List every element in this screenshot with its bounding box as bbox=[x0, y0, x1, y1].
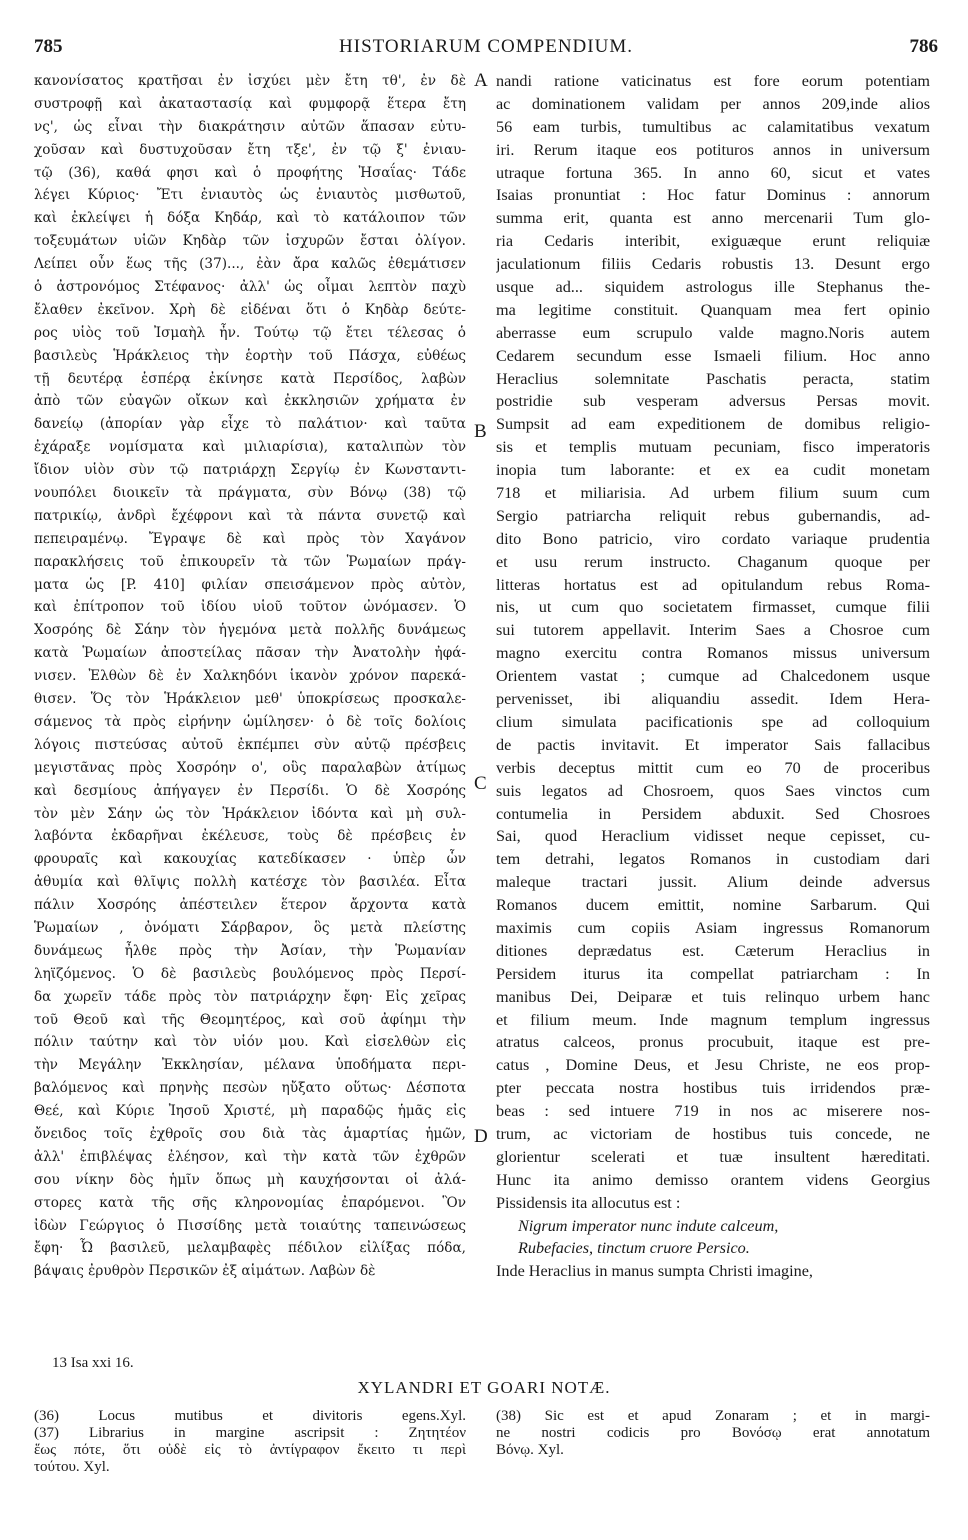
latin-text-line: ria Cedaris interibit, exiguæque erunt reliquiæ bbox=[496, 232, 930, 251]
latin-text-line: ditiones deprædatus est. Cæterum Heraclius in bbox=[496, 941, 930, 960]
greek-text-line: νισεν. Ἐλθὼν δὲ ἐν Χαλκηδόνι ἱκανὸν χρόνον παρεκά- bbox=[34, 668, 466, 685]
latin-text-line: sis et templis mutuam pecuniam, fisco imperatoris bbox=[496, 438, 930, 457]
note-line: τούτου. Xyl. bbox=[34, 1459, 110, 1475]
latin-text-line: Hunc ita animo demisso orantem videns Georgius bbox=[496, 1170, 930, 1189]
latin-text-line: Sai, quod Heraclium vidisset neque cepisset, cu- bbox=[496, 827, 930, 846]
latin-text-line: de pactis invitavit. Et imperator Sais fallacibus bbox=[496, 735, 930, 754]
latin-text-line: Inde Heraclius in manus sumpta Christi imagine, bbox=[496, 1262, 813, 1281]
greek-text-line: χοῦσαν καὶ δυστυχοῦσαν ἔτη τξε', ἐν τῷ ξ' ἐνιαυ- bbox=[34, 141, 466, 158]
greek-text-line: νς', ὡς εἶναι τὴν διακράτησιν αὐτῶν ἅπασαν εὐτυ- bbox=[34, 118, 466, 135]
latin-text-line: Heraclius solemnitate Paschatis peracta, statim bbox=[496, 369, 930, 388]
latin-text-line: manibus Dei, Deiparæ et tuis relinquo urbem hanc bbox=[496, 987, 930, 1006]
latin-text-line: nis, ut cum quo societatem firmasset, cumque filii bbox=[496, 598, 930, 617]
latin-text-line: Sumpsit ad eam expeditionem de domibus religio- bbox=[496, 415, 930, 434]
greek-text-line: νουπόλει διοικεῖν τὰ πράγματα, σὺν Βόνῳ (38) τῷ bbox=[34, 485, 466, 502]
latin-text-line: trum, ac victoriam de hostibus tuis concede, ne bbox=[496, 1124, 930, 1143]
latin-text-line: magno exercitu contra Romanos missus universum bbox=[496, 644, 930, 663]
greek-text-line: τοξευμάτων υἱῶν Κηδὰρ τῶν ἰσχυρῶν ἔσται ὀλίγον. bbox=[34, 233, 466, 250]
latin-text-line: iri. Rerum itaque eos potituros annos in universum bbox=[496, 140, 930, 159]
note-line: (36) Locus mutibus et divitoris egens.Xyl. bbox=[34, 1408, 466, 1424]
greek-text-line: τοῦ Θεοῦ καὶ τῆς Θεομητέρος, καὶ σοῦ ἀφίημι τὴν bbox=[34, 1011, 466, 1028]
latin-text-line: maleque tractari jussit. Alium deinde adversus bbox=[496, 873, 930, 892]
latin-text-line: pervenisset, ibi aliquandiu assedit. Idem Hera- bbox=[496, 690, 930, 709]
latin-text-line: jaculationum filiis Cedaris robustis 13. Desunt ergo bbox=[496, 255, 930, 274]
notes-right-column bbox=[496, 1408, 930, 1459]
latin-text-line: 718 et miliarisia. Ad urbem filium suum cum bbox=[496, 484, 930, 503]
greek-text-line: Ῥωμαίων , ὀνόματι Σάρβαρον, ὃς μετὰ πλείστης bbox=[34, 919, 466, 936]
latin-text-line: Nigrum imperator nunc indute calceum, bbox=[518, 1216, 779, 1235]
latin-text-line: Cedarem secundum esse Ismaeli filium. Hoc anno bbox=[496, 346, 930, 365]
section-marker-d: D bbox=[474, 1126, 488, 1147]
latin-text-line: contumelia in Persidem abduxit. Sed Chosroes bbox=[496, 804, 930, 823]
latin-text-line: Sergio patriarcha reliquit rebus gubernandis, ad- bbox=[496, 506, 930, 525]
running-title: HISTORIARUM COMPENDIUM. bbox=[339, 36, 633, 57]
greek-text-line: πεπειραμένῳ. Ἔγραψε δὲ καὶ πρὸς τὸν Χαγάνον bbox=[34, 530, 466, 547]
footnote: 13 Isa xxi 16. bbox=[52, 1355, 134, 1371]
greek-text-line: ἀλλ' ἐπιβλέψας ἐλέησον, καὶ τὴν κατὰ τῶν ἐχθρῶν bbox=[34, 1148, 466, 1165]
greek-text-line: βαλόμενος καὶ πρηνὴς πεσὼν ηὔξατο οὕτως· Δέσποτα bbox=[34, 1080, 466, 1097]
latin-text-line: 56 eam turbis, tumultibus ac calamitatibus vexatum bbox=[496, 117, 930, 136]
latin-text-line: usque ad... siquidem astrologus ille Stephanus the- bbox=[496, 278, 930, 297]
latin-text-line: Pissidensis ita allocutus est : bbox=[496, 1193, 681, 1212]
greek-text-line: σάμενος τὰ πρὸς εἰρήνην ὡμίλησεν· ὁ δὲ τοῖς δολίοις bbox=[34, 713, 466, 730]
latin-text-line: inopia tum laborante: et ex ea cudit monetam bbox=[496, 461, 930, 480]
greek-text-line: ὄνειδος τοῖς ἐχθροῖς σου διὰ τὰς ἁμαρτίας ἡμῶν, bbox=[34, 1125, 466, 1142]
greek-text-line: σου νίκην δὸς ἡμῖν ὅπως μὴ καυχήσονται οἱ ἀλά- bbox=[34, 1171, 466, 1188]
greek-text-line: δα χωρεῖν τάδε πρὸς τὸν πατριάρχην ἔφη· Εἰς χεῖρας bbox=[34, 988, 466, 1005]
greek-text-line: λέγει Κύριος· Ἔτι ἐνιαυτὸς ὡς ἐνιαυτὸς μισθωτοῦ, bbox=[34, 187, 466, 204]
greek-text-line: ὁ ἀστρονόμος Στέφανος· ἀλλ' ὡς οἶμαι λεπτὸν παχὺ bbox=[34, 279, 466, 296]
note-line: ἕως πότε, ὅτι οὐδὲ εἰς τὸ ἀντίγραφον ἔκειτο τι περὶ bbox=[34, 1442, 466, 1458]
notes-left-column bbox=[34, 1408, 466, 1476]
greek-text-line: βάψαις ἐρυθρὸν Περσικῶν ἐξ αἱμάτων. Λαβὼν δὲ bbox=[34, 1263, 376, 1280]
greek-text-column bbox=[34, 70, 466, 1283]
greek-text-line: συστροφῇ καὶ ἀκαταστασίᾳ καὶ φυμφορᾷ ἕτερα ἔτη bbox=[34, 95, 466, 112]
latin-text-line: aberrasse eum scrupulo valde magno.Noris autem bbox=[496, 323, 930, 342]
latin-text-line: clium simulata pacificationis spe ad colloquium bbox=[496, 712, 930, 731]
greek-text-line: ἔλαθεν ἐκεῖνον. Χρὴ δὲ εἰδέναι ὅτι ὁ Κηδὰρ δεύτε- bbox=[34, 301, 466, 318]
greek-text-line: καὶ δεσμίους ἀπήγαγεν ἐν Περσίδι. Ὁ δὲ Χοσρόης bbox=[34, 782, 466, 799]
greek-text-line: ἰδὼν Γεώργιος ὁ Πισσίδης μετὰ τοιαύτης ταπεινώσεως bbox=[34, 1217, 466, 1234]
greek-text-line: λαβόντα ἐκδαρῆναι ἐκέλευσε, τοὺς δὲ πρέσβεις ἐν bbox=[34, 828, 466, 845]
latin-text-line: summa erit, quanta est anno mercenarii Tum glo- bbox=[496, 209, 930, 228]
greek-text-line: πάλιν Χοσρόης ἀπέστειλεν ἕτερον ἄρχοντα κατὰ bbox=[34, 897, 466, 914]
latin-text-line: litteras hortatus est ad opitulandum rebus Roma- bbox=[496, 575, 930, 594]
greek-text-line: ἴδιον υἱὸν σὺν τῷ πατριάρχῃ Σεργίῳ ἐν Κωνσταντι- bbox=[34, 462, 466, 479]
greek-text-line: πόλιν ταύτην καὶ τὸν υἱόν μου. Καὶ εἰσελθὼν εἰς bbox=[34, 1034, 466, 1051]
greek-text-line: καὶ ἐκλείψει ἡ δόξα Κηδάρ, καὶ τὸ κατάλοιπον τῶν bbox=[34, 210, 466, 227]
greek-text-line: φρουραῖς καὶ κακουχίας κατεδίκασεν · ὑπὲρ ὧν bbox=[34, 851, 466, 868]
latin-text-line: glorientur scelerati et tuæ insultent hæreditati. bbox=[496, 1147, 930, 1166]
greek-text-line: θισεν. Ὅς τὸν Ἡράκλειον μεθ' ὑποκρίσεως προσκαλε- bbox=[34, 691, 466, 708]
latin-text-line: et filium meum. Inde magnum templum ingressus bbox=[496, 1010, 930, 1029]
greek-text-line: Θεέ, καὶ Κύριε Ἰησοῦ Χριστέ, μὴ παραδῷς ἡμᾶς εἰς bbox=[34, 1103, 466, 1120]
notes-heading: XYLANDRI ET GOARI NOTÆ. bbox=[357, 1378, 611, 1397]
latin-text-line: maximis cum copiis Asiam ingressus Romanorum bbox=[496, 918, 930, 937]
latin-text-line: et usu rerum instructo. Chaganum quoque per bbox=[496, 552, 930, 571]
latin-text-line: Rubefacies, tinctum cruore Persico. bbox=[518, 1239, 750, 1258]
greek-text-line: ἀθυμία καὶ θλῖψις πολλὴ κατέσχε τὸν βασιλέα. Εἶτα bbox=[34, 874, 466, 891]
page-number-right: 786 bbox=[909, 36, 938, 57]
latin-text-line: tem detrahi, legatos Romanos in custodiam dari bbox=[496, 850, 930, 869]
greek-text-line: δυνάμεως ἦλθε πρὸς τὴν Ἀσίαν, τὴν Ῥωμανίαν bbox=[34, 942, 466, 959]
latin-text-line: Orientem vastat ; cumque ad Chalcedonem usque bbox=[496, 667, 930, 686]
greek-text-line: ληϊζόμενος. Ὁ δὲ βασιλεὺς βουλόμενος πρὸς Περσί- bbox=[34, 965, 466, 982]
greek-text-line: παρακλήσεις τοῦ ἐπικουρεῖν τὰ τῶν Ῥωμαίων πράγ- bbox=[34, 553, 466, 570]
greek-text-line: ἐχάραξε νομίσματα καὶ μιλιαρίσια), καταλιπὼν τὸν bbox=[34, 439, 466, 456]
latin-text-line: pter peccata nostra hostibus tuis irridendos præ- bbox=[496, 1079, 930, 1098]
page-header bbox=[34, 36, 938, 64]
greek-text-line: τὸν μὲν Σάην ὡς τὸν Ἡράκλειον ἰδόντα καὶ μὴ συλ- bbox=[34, 805, 466, 822]
note-line: (37) Librarius in margine ascripsit : Ζητητέον bbox=[34, 1425, 466, 1441]
latin-text-line: suis legatos ad Chosroem, quos Saes vinctos cum bbox=[496, 781, 930, 800]
section-marker-c: C bbox=[474, 773, 487, 794]
latin-text-line: ac dominationem validam per annos 209,inde alios bbox=[496, 94, 930, 113]
greek-text-line: ἀπὸ τῶν εὐαγῶν οἴκων καὶ ἐκκλησιῶν χρήματα ἐν bbox=[34, 393, 466, 410]
latin-text-line: utraque fortuna 365. In anno 60, sicut et vates bbox=[496, 163, 930, 182]
section-marker-b: B bbox=[474, 421, 487, 442]
latin-text-line: nandi ratione vaticinatus est fore eorum potentiam bbox=[496, 72, 930, 90]
section-marker-a: A bbox=[474, 70, 488, 91]
greek-text-line: στορες κατὰ τῆς σῆς κληρονομίας ἐπαρόμενοι. Ὃν bbox=[34, 1194, 466, 1211]
latin-text-line: Persidem iturus ita compellat patriarcham : In bbox=[496, 964, 930, 983]
greek-text-line: τὴν Μεγάλην Ἐκκλησίαν, μέλανα ὑποδήματα περι- bbox=[34, 1057, 466, 1074]
latin-text-line: catus , Domine Deus, et Jesu Christe, ne eos prop- bbox=[496, 1056, 930, 1075]
greek-text-line: Λείπει οὖν ἕως τῆς (37)..., ἐὰν ἄρα καλῶς ἐθεμάτισεν bbox=[34, 256, 466, 273]
greek-text-line: κατὰ Ῥωμαίων ἀποστείλας πᾶσαν τὴν Ἀνατολὴν ἠφά- bbox=[34, 645, 466, 662]
latin-text-line: sui tutorem appellavit. Interim Saes a Chosroe cum bbox=[496, 621, 930, 640]
latin-text-line: ma legitime constituit. Quanquam mea fert opinio bbox=[496, 300, 930, 319]
greek-text-line: δανείῳ (ἀπορίαν γὰρ εἶχε τὸ παλάτιον· καὶ ταῦτα bbox=[34, 416, 466, 433]
greek-text-line: βασιλεὺς Ἡράκλειος τὴν ἑορτὴν τοῦ Πάσχα, εὐθέως bbox=[34, 347, 466, 364]
greek-text-line: ἔφη· Ὦ βασιλεῦ, μελαμβαφὲς πέδιλον εἰλίξας πόδα, bbox=[34, 1240, 466, 1257]
greek-text-line: ρος υἱὸς τοῦ Ἰσμαὴλ ἦν. Τούτῳ τῷ ἔτει τέλεσας ὁ bbox=[34, 324, 466, 341]
note-line: Βόνῳ. Xyl. bbox=[496, 1442, 564, 1458]
latin-text-line: beas : sed intuere 719 in nos ac miserere nos- bbox=[496, 1102, 930, 1121]
greek-text-line: λόγοις πιστεύσας αὐτοῦ ἐκπέμπει σὺν αὐτῷ πρέσβεις bbox=[34, 736, 466, 753]
latin-text-line: postridie sub vesperam adversus Persas movit. bbox=[496, 392, 930, 411]
greek-text-line: τῷ (36), καθά φησι καὶ ὁ προφήτης Ἠσαΐας· Τάδε bbox=[34, 164, 466, 181]
note-line: ne nostri codicis pro Βονόσῳ erat annotatum bbox=[496, 1425, 930, 1441]
greek-text-line: πατρικίῳ, ἀνδρὶ ἔχέφρονι καὶ τὰ πάντα συνετῷ καὶ bbox=[34, 507, 466, 524]
latin-text-line: verbis deceptus mittit cum eo 70 de proceribus bbox=[496, 758, 930, 777]
greek-text-line: Χοσρόης δὲ Σάην τὸν ἡγεμόνα μετὰ πολλῆς δυνάμεως bbox=[34, 622, 466, 639]
latin-text-line: Romanos ducem emittit, nomine Sarbarum. Qui bbox=[496, 896, 930, 915]
page-number-left: 785 bbox=[34, 36, 63, 57]
latin-text-line: Isaias pronuntiat : Hoc fatur Dominus : annorum bbox=[496, 186, 930, 205]
latin-text-column bbox=[496, 70, 930, 1283]
greek-text-line: μεγιστᾶνας πρὸς Χοσρόην ο', οὓς παραλαβὼν ἀτίμως bbox=[34, 759, 466, 776]
greek-text-line: καὶ ἐπίτροπον τοῦ ἰδίου υἱοῦ τοῦτον ὠνόμασεν. Ὁ bbox=[34, 599, 466, 616]
latin-text-line: atratus calceos, pronus procubuit, itaque est pre- bbox=[496, 1033, 930, 1052]
note-line: (38) Sic est et apud Zonaram ; et in margi- bbox=[496, 1408, 930, 1424]
greek-text-line: τῇ δευτέρᾳ ἑσπέρᾳ ἐκίνησε κατὰ Περσίδος, λαβὼν bbox=[34, 370, 466, 387]
latin-text-line: dito Bono patricio, viro cordato variaque prudentia bbox=[496, 529, 930, 548]
greek-text-line: ματα ὡς [P. 410] φιλίαν σπεισάμενον πρὸς αὐτὸν, bbox=[34, 576, 466, 593]
greek-text-line: κανονίσατος κρατῆσαι ἐν ἰσχύει μὲν ἔτη τθ', ἐν δὲ bbox=[34, 73, 466, 89]
